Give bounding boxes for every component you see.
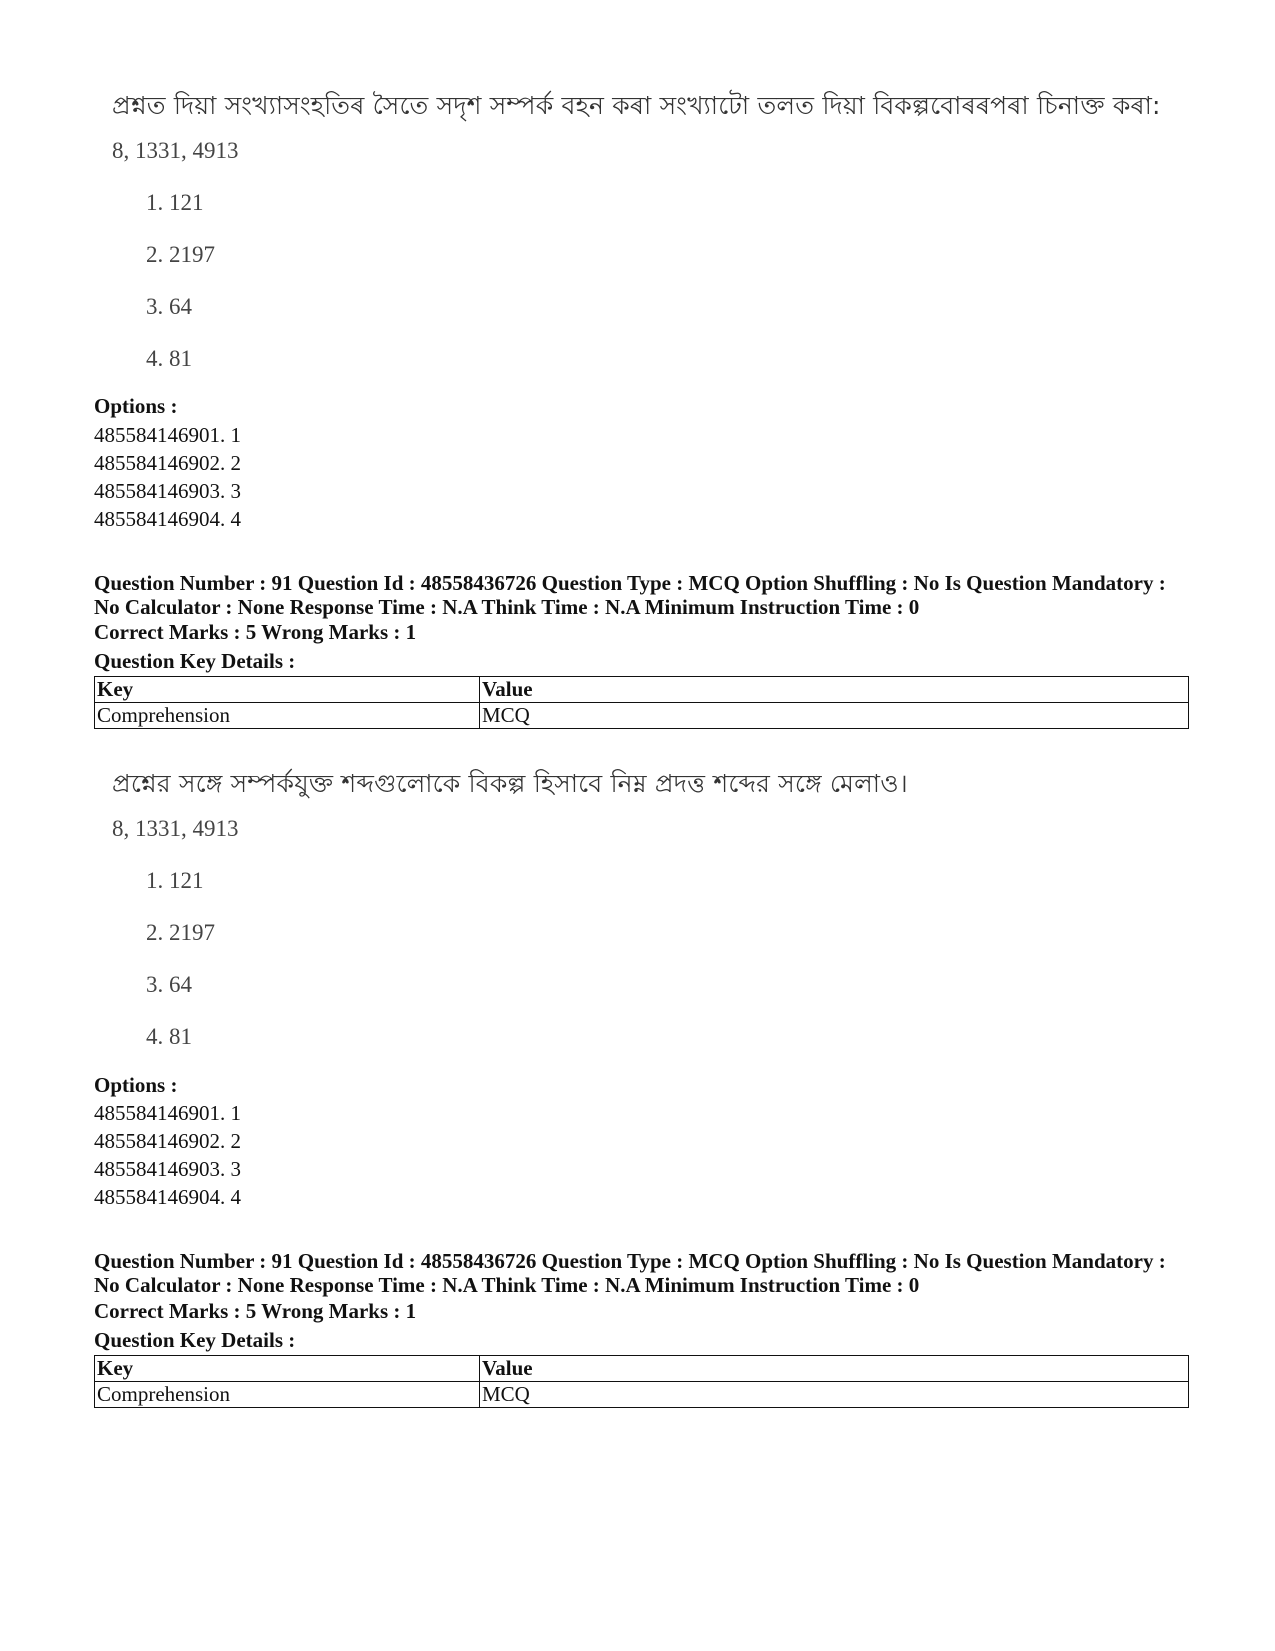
- answer-choice: 4. 81: [146, 1024, 192, 1049]
- key-details-label: Question Key Details :: [94, 1328, 296, 1352]
- table-cell: MCQ: [480, 703, 1189, 729]
- answer-choice: 1. 121: [146, 868, 204, 893]
- question-title: প্ৰশ্নত দিয়া সংখ্যাসংহতিৰ সৈতে সদৃশ সম্পৰ্ক বহন কৰা সংখ্যাটো তলত দিয়া বিকল্পবোৰৰপৰা চিনাক্ত কৰা:: [112, 91, 1161, 120]
- meta-line: Question Number : 91 Question Id : 48558436726 Question Type : MCQ Option Shuffling : No Is Question Mandatory :: [94, 571, 1166, 595]
- answer-choice: 3. 64: [146, 294, 192, 319]
- options-label: Options :: [94, 1073, 178, 1097]
- meta-line: No Calculator : None Response Time : N.A Think Time : N.A Minimum Instruction Time : 0: [94, 595, 920, 619]
- table-header-row: [95, 1356, 1189, 1382]
- option-line: 485584146902. 2: [94, 451, 241, 475]
- table-header-cell: Value: [480, 1356, 1189, 1382]
- option-line: 485584146904. 4: [94, 507, 241, 531]
- table-cell: Comprehension: [95, 703, 480, 729]
- meta-line: No Calculator : None Response Time : N.A Think Time : N.A Minimum Instruction Time : 0: [94, 1273, 920, 1297]
- answer-choice: 3. 64: [146, 972, 192, 997]
- question-meta: [94, 1249, 1194, 1297]
- answer-choice: 4. 81: [146, 346, 192, 371]
- table-cell: MCQ: [480, 1382, 1189, 1408]
- answer-choice: 1. 121: [146, 190, 204, 215]
- option-line: 485584146901. 1: [94, 1101, 241, 1125]
- table-header-row: [95, 677, 1189, 703]
- option-line: 485584146904. 4: [94, 1185, 241, 1209]
- number-sequence: 8, 1331, 4913: [112, 138, 239, 163]
- table-header-cell: Value: [480, 677, 1189, 703]
- table-cell: Comprehension: [95, 1382, 480, 1408]
- option-line: 485584146903. 3: [94, 1157, 241, 1181]
- question-meta: [94, 571, 1194, 619]
- option-line: 485584146902. 2: [94, 1129, 241, 1153]
- option-line: 485584146903. 3: [94, 479, 241, 503]
- answer-choice: 2. 2197: [146, 242, 215, 267]
- table-header-cell: Key: [95, 677, 480, 703]
- options-label: Options :: [94, 394, 178, 418]
- marks-line: Correct Marks : 5 Wrong Marks : 1: [94, 1299, 417, 1323]
- option-line: 485584146901. 1: [94, 423, 241, 447]
- number-sequence: 8, 1331, 4913: [112, 816, 239, 841]
- answer-choice: 2. 2197: [146, 920, 215, 945]
- key-details-table: [94, 1355, 1189, 1408]
- table-row: [95, 703, 1189, 729]
- table-row: [95, 1382, 1189, 1408]
- question-title: প্রশ্নের সঙ্গে সম্পর্কযুক্ত শব্দগুলোকে বিকল্প হিসাবে নিম্ন প্রদত্ত শব্দের সঙ্গে মেলাও।: [112, 769, 908, 798]
- key-details-label: Question Key Details :: [94, 649, 296, 673]
- meta-line: Question Number : 91 Question Id : 48558436726 Question Type : MCQ Option Shuffling : No Is Question Mandatory :: [94, 1249, 1166, 1273]
- table-header-cell: Key: [95, 1356, 480, 1382]
- marks-line: Correct Marks : 5 Wrong Marks : 1: [94, 620, 417, 644]
- key-details-table: [94, 676, 1189, 729]
